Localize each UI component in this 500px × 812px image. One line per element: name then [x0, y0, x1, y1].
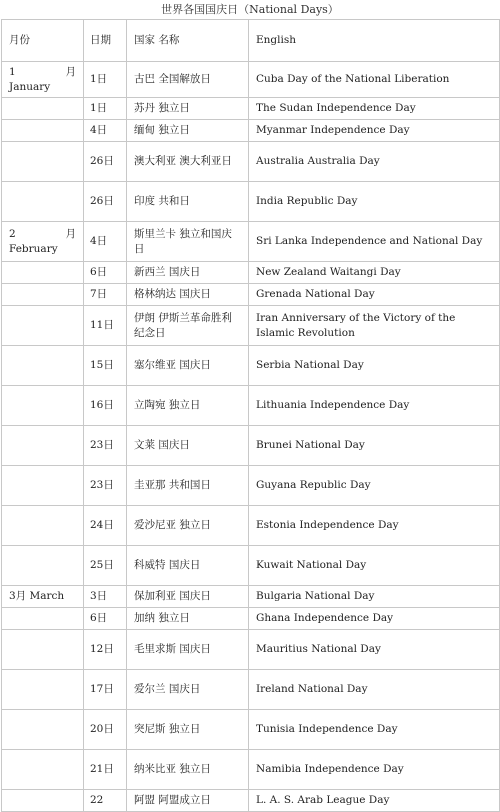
day-cell: 4日	[84, 222, 127, 262]
month-cell	[2, 284, 84, 306]
day-cell: 12日	[84, 630, 127, 670]
day-cell: 22	[84, 790, 127, 812]
english-cell: New Zealand Waitangi Day	[249, 262, 500, 284]
table-row	[2, 790, 500, 812]
english-cell: Estonia Independence Day	[249, 506, 500, 546]
month-cell: 2 月 February	[2, 222, 84, 262]
table-title: 世界各国国庆日（National Days）	[161, 3, 339, 16]
english-cell: Bulgaria National Day	[249, 586, 500, 608]
country-cell: 缅甸 独立日	[127, 120, 249, 142]
day-cell: 26日	[84, 142, 127, 182]
day-cell: 11日	[84, 306, 127, 346]
english-cell: Iran Anniversary of the Victory of the Islamic Revolution	[249, 306, 500, 346]
table-row	[2, 426, 500, 466]
country-cell: 毛里求斯 国庆日	[127, 630, 249, 670]
month-cell	[2, 710, 84, 750]
table-row	[2, 222, 500, 262]
month-cell	[2, 426, 84, 466]
day-cell: 17日	[84, 670, 127, 710]
country-cell: 古巴 全国解放日	[127, 62, 249, 98]
day-cell: 21日	[84, 750, 127, 790]
english-cell: Kuwait National Day	[249, 546, 500, 586]
table-row	[2, 62, 500, 98]
table-row	[2, 182, 500, 222]
country-cell: 突尼斯 独立日	[127, 710, 249, 750]
month-cell: 3月 March	[2, 586, 84, 608]
month-cell	[2, 98, 84, 120]
english-cell: Mauritius National Day	[249, 630, 500, 670]
english-cell: Myanmar Independence Day	[249, 120, 500, 142]
english-cell: Sri Lanka Independence and National Day	[249, 222, 500, 262]
month-cell	[2, 608, 84, 630]
table-row	[2, 284, 500, 306]
country-cell: 科威特 国庆日	[127, 546, 249, 586]
day-cell: 23日	[84, 466, 127, 506]
country-cell: 保加利亚 国庆日	[127, 586, 249, 608]
table-row	[2, 466, 500, 506]
month-cell	[2, 670, 84, 710]
table-row	[2, 546, 500, 586]
country-cell: 塞尔维亚 国庆日	[127, 346, 249, 386]
country-cell: 纳米比亚 独立日	[127, 750, 249, 790]
english-cell: Cuba Day of the National Liberation	[249, 62, 500, 98]
table-row	[2, 586, 500, 608]
day-cell: 26日	[84, 182, 127, 222]
header-day: 日期	[84, 20, 127, 62]
table-row	[2, 386, 500, 426]
day-cell: 1日	[84, 98, 127, 120]
table-row	[2, 98, 500, 120]
day-cell: 3日	[84, 586, 127, 608]
country-cell: 爱沙尼亚 独立日	[127, 506, 249, 546]
country-cell: 立陶宛 独立日	[127, 386, 249, 426]
month-cell	[2, 386, 84, 426]
english-cell: L. A. S. Arab League Day	[249, 790, 500, 812]
header-english: English	[249, 20, 500, 62]
day-cell: 7日	[84, 284, 127, 306]
english-cell: India Republic Day	[249, 182, 500, 222]
country-cell: 爱尔兰 国庆日	[127, 670, 249, 710]
country-cell: 伊朗 伊斯兰革命胜利纪念日	[127, 306, 249, 346]
table-row	[2, 608, 500, 630]
month-cell	[2, 142, 84, 182]
month-cell	[2, 182, 84, 222]
table-row	[2, 306, 500, 346]
english-cell: Australia Australia Day	[249, 142, 500, 182]
country-cell: 印度 共和日	[127, 182, 249, 222]
english-cell: Ghana Independence Day	[249, 608, 500, 630]
english-cell: Grenada National Day	[249, 284, 500, 306]
month-cell	[2, 306, 84, 346]
month-cell	[2, 466, 84, 506]
country-cell: 阿盟 阿盟成立日	[127, 790, 249, 812]
country-cell: 苏丹 独立日	[127, 98, 249, 120]
country-cell: 圭亚那 共和国日	[127, 466, 249, 506]
table-row	[2, 346, 500, 386]
day-cell: 25日	[84, 546, 127, 586]
english-cell: Namibia Independence Day	[249, 750, 500, 790]
table-row	[2, 710, 500, 750]
table-row	[2, 506, 500, 546]
english-cell: Tunisia Independence Day	[249, 710, 500, 750]
day-cell: 23日	[84, 426, 127, 466]
month-cell	[2, 506, 84, 546]
day-cell: 20日	[84, 710, 127, 750]
english-cell: Guyana Republic Day	[249, 466, 500, 506]
header-country: 国家 名称	[127, 20, 249, 62]
national-days-table	[1, 19, 500, 812]
country-cell: 澳大利亚 澳大利亚日	[127, 142, 249, 182]
table-row	[2, 142, 500, 182]
day-cell: 6日	[84, 608, 127, 630]
country-cell: 斯里兰卡 独立和国庆日	[127, 222, 249, 262]
month-cell	[2, 630, 84, 670]
table-row	[2, 670, 500, 710]
table-row	[2, 262, 500, 284]
month-cell	[2, 790, 84, 812]
table-row	[2, 750, 500, 790]
month-cell	[2, 262, 84, 284]
table-row	[2, 630, 500, 670]
english-cell: Serbia National Day	[249, 346, 500, 386]
country-cell: 加纳 独立日	[127, 608, 249, 630]
day-cell: 4日	[84, 120, 127, 142]
month-cell	[2, 546, 84, 586]
day-cell: 1日	[84, 62, 127, 98]
header-month: 月份	[2, 20, 84, 62]
english-cell: The Sudan Independence Day	[249, 98, 500, 120]
day-cell: 16日	[84, 386, 127, 426]
table-row	[2, 120, 500, 142]
english-cell: Ireland National Day	[249, 670, 500, 710]
day-cell: 6日	[84, 262, 127, 284]
month-cell	[2, 750, 84, 790]
month-cell: 1 月 January	[2, 62, 84, 98]
country-cell: 格林纳达 国庆日	[127, 284, 249, 306]
country-cell: 新西兰 国庆日	[127, 262, 249, 284]
month-cell	[2, 346, 84, 386]
day-cell: 15日	[84, 346, 127, 386]
english-cell: Lithuania Independence Day	[249, 386, 500, 426]
header-row	[2, 20, 500, 62]
english-cell: Brunei National Day	[249, 426, 500, 466]
country-cell: 文莱 国庆日	[127, 426, 249, 466]
month-cell	[2, 120, 84, 142]
day-cell: 24日	[84, 506, 127, 546]
